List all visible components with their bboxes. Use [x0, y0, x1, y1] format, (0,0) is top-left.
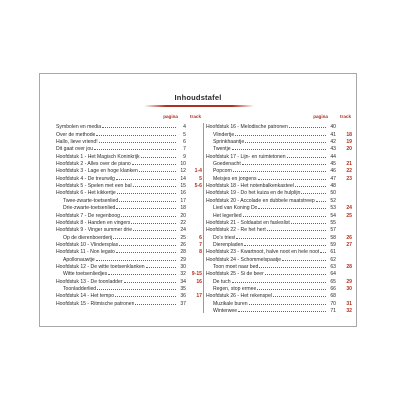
dot-leader	[235, 130, 326, 135]
entry-title: Op de dierenboerderij	[63, 234, 113, 241]
toc-entry[interactable]	[56, 167, 202, 174]
toc-list-left	[56, 123, 202, 307]
dot-leader	[249, 299, 326, 304]
dot-leader	[133, 182, 176, 187]
page-number: 37	[180, 300, 186, 307]
page-number: 62	[330, 256, 336, 263]
entry-title: Hoofdstuk 23 - Kwartnoot, halve noot en hele noot	[206, 249, 320, 256]
page-number: 44	[330, 153, 336, 160]
toc-entry[interactable]	[206, 218, 352, 225]
track-number: 24	[346, 205, 352, 212]
dot-leader	[282, 255, 326, 260]
entry-title: Drie-zwarte-toetsenlied	[63, 205, 116, 212]
toc-entry[interactable]	[56, 292, 202, 299]
dot-leader	[141, 152, 176, 157]
track-number: 18	[346, 131, 352, 138]
toc-entry[interactable]	[206, 145, 352, 152]
toc-entry[interactable]	[206, 138, 352, 145]
column-divider	[203, 123, 204, 313]
track-number: 28	[346, 263, 352, 270]
page-number: 16	[180, 190, 186, 197]
track-number: 22	[346, 168, 352, 175]
track-number: 16	[196, 278, 202, 285]
track-number: 1-4	[194, 168, 202, 175]
title-underline	[144, 105, 254, 107]
page-number: 26	[180, 241, 186, 248]
entry-title: Hoofdstuk 20 - Accolade en dubbele maatstreep	[206, 197, 315, 204]
toc-entry[interactable]	[56, 248, 202, 255]
dot-leader	[238, 307, 326, 312]
page-number: 59	[330, 241, 336, 248]
toc-entry[interactable]	[56, 270, 202, 277]
dot-leader	[257, 285, 326, 290]
page-number: 61	[330, 249, 336, 256]
entry-title: Hoofdstuk 1 - Het Magisch Koninkrijk	[56, 153, 140, 160]
entry-title: De tuch	[213, 278, 231, 285]
dot-leader	[258, 204, 326, 209]
entry-title: Hoofdstuk 18 - Het notenbalkenkasteel	[206, 183, 294, 190]
entry-title: Hoofdstuk 12 - De witte toetsenklanken	[56, 263, 145, 270]
dot-leader	[265, 270, 326, 275]
page-number: 36	[180, 293, 186, 300]
dot-leader	[97, 285, 176, 290]
entry-title: Hoofdstuk 17 - Lijn- en ruimtetonen	[206, 153, 286, 160]
entry-title: Witte toetsenliedjes	[63, 271, 108, 278]
page-number: 41	[330, 131, 336, 138]
toc-entry[interactable]	[56, 285, 202, 292]
page-number: 42	[330, 139, 336, 146]
dot-leader	[96, 255, 176, 260]
track-number: 25	[346, 212, 352, 219]
page-number: 24	[180, 227, 186, 234]
page-number: 15	[180, 183, 186, 190]
entry-title: Twee-zwarte-toetsenlied	[63, 197, 119, 204]
toc-entry[interactable]	[206, 189, 352, 196]
toc-entry[interactable]	[56, 130, 202, 137]
dot-leader	[117, 189, 176, 194]
track-number: 29	[346, 278, 352, 285]
page-number: 58	[330, 234, 336, 241]
page-number: 22	[180, 219, 186, 226]
dot-leader	[301, 189, 326, 194]
entry-title: Winterwee	[213, 307, 238, 314]
toc-entry[interactable]	[56, 263, 202, 270]
dot-leader	[116, 204, 176, 209]
dot-leader	[232, 277, 326, 282]
page-number: 64	[330, 271, 336, 278]
entry-title: Hoofdstuk 24 - Schommelspaatje	[206, 256, 282, 263]
entry-title: Toon moet naar bed	[213, 263, 259, 270]
track-number: 7	[199, 241, 202, 248]
entry-title: Hoofdstuk 14 - Het tempo	[56, 293, 115, 300]
toc-column-left	[56, 114, 202, 307]
dot-leader	[115, 292, 176, 297]
entry-title: Hoofdstuk 16 - Melodische patronen	[206, 124, 288, 131]
toc-entry[interactable]	[206, 255, 352, 262]
header-track: track	[190, 114, 201, 119]
toc-entry[interactable]	[56, 123, 202, 130]
dot-leader	[291, 218, 326, 223]
dot-leader	[267, 226, 326, 231]
dot-leader	[133, 226, 176, 231]
toc-entry[interactable]	[206, 160, 352, 167]
dot-leader	[139, 167, 176, 172]
dot-leader	[244, 241, 326, 246]
page-number: 34	[180, 278, 186, 285]
toc-entry[interactable]	[56, 196, 202, 203]
entry-title: Sprinkhaantje	[213, 139, 245, 146]
entry-title: Over de methode	[56, 131, 96, 138]
dot-leader	[121, 211, 176, 216]
page-number: 66	[330, 285, 336, 292]
dot-leader	[99, 138, 176, 143]
entry-title: Popcorn	[213, 168, 232, 175]
track-number: 17	[196, 293, 202, 300]
entry-title: Muzikale buren	[213, 300, 248, 307]
page-number: 17	[180, 197, 186, 204]
dot-leader	[243, 211, 326, 216]
page-number: 29	[180, 256, 186, 263]
dot-leader	[289, 123, 326, 128]
toc-entry[interactable]	[206, 270, 352, 277]
toc-entry[interactable]	[56, 255, 202, 262]
dot-leader	[273, 292, 326, 297]
dot-leader	[242, 160, 326, 165]
toc-entry[interactable]	[206, 307, 352, 314]
toc-entry[interactable]	[56, 241, 202, 248]
page-number: 68	[330, 293, 336, 300]
track-number: 19	[346, 139, 352, 146]
toc-entry[interactable]	[206, 285, 352, 292]
toc-entry[interactable]	[56, 226, 202, 233]
page-number: 43	[330, 146, 336, 153]
track-number: 21	[346, 161, 352, 168]
dot-leader	[108, 270, 176, 275]
entry-title: Hoofdstuk 25 - Si de beer	[206, 271, 264, 278]
page-number: 12	[180, 168, 186, 175]
entry-title: Dit gaat over jou	[56, 146, 94, 153]
entry-title: Hoofdstuk 3 - Lage en hoge klanken	[56, 168, 138, 175]
toc-entry[interactable]	[206, 292, 352, 299]
entry-title: Hallo, lieve vriend!	[56, 139, 98, 146]
toc-entry[interactable]	[56, 174, 202, 181]
page-number: 52	[330, 197, 336, 204]
page-number: 32	[180, 271, 186, 278]
toc-entry[interactable]	[206, 277, 352, 284]
track-number: 20	[346, 146, 352, 153]
page-number: 9	[183, 153, 186, 160]
page-number: 14	[180, 175, 186, 182]
entry-title: Hoofdstuk 2 - Alles over de piano	[56, 161, 131, 168]
track-number: 5	[199, 175, 202, 182]
toc-entry[interactable]	[206, 174, 352, 181]
toc-entry[interactable]	[56, 277, 202, 284]
dot-leader	[146, 263, 176, 268]
toc-entry[interactable]	[206, 211, 352, 218]
toc-entry[interactable]	[206, 152, 352, 159]
toc-entry[interactable]	[56, 218, 202, 225]
entry-title: Symbolen en media	[56, 124, 102, 131]
toc-entry[interactable]	[206, 130, 352, 137]
dot-leader	[96, 130, 176, 135]
toc-entry[interactable]	[206, 233, 352, 240]
page-number: 6	[183, 139, 186, 146]
toc-entry[interactable]	[56, 138, 202, 145]
page-number: 63	[330, 263, 336, 270]
entry-title: Lied van Koning Do	[213, 205, 258, 212]
entry-title: Hoofdstuk 26 - Het rekenspel	[206, 293, 272, 300]
page-number: 20	[180, 212, 186, 219]
dot-leader	[232, 145, 326, 150]
page-number: 4	[183, 124, 186, 131]
entry-title: Meisjes en jongens	[213, 175, 257, 182]
dot-leader	[132, 160, 176, 165]
column-header-right	[206, 114, 352, 123]
toc-entry[interactable]	[206, 226, 352, 233]
entry-title: Do's triest	[213, 234, 236, 241]
toc-entry[interactable]	[56, 204, 202, 211]
page-number: 57	[330, 227, 336, 234]
page-number: 65	[330, 278, 336, 285]
entry-title: Hoofdstuk 6 - Het kikkertje	[56, 190, 116, 197]
page-number: 47	[330, 175, 336, 182]
dot-leader	[233, 167, 326, 172]
entry-title: Goedenacht	[213, 161, 241, 168]
dot-leader	[320, 248, 326, 253]
entry-title: Hoofdstuk 21 - Soldaatst en fasleslist	[206, 219, 290, 226]
entry-title: Het legerlied	[213, 212, 242, 219]
dot-leader	[94, 145, 176, 150]
track-number: 9-15	[191, 271, 202, 278]
track-number: 30	[346, 285, 352, 292]
toc-entry[interactable]	[206, 248, 352, 255]
track-number: 8	[199, 249, 202, 256]
page-number: 53	[330, 205, 336, 212]
page-number: 7	[183, 146, 186, 153]
entry-title: Hoofdstuk 13 - De toonladder	[56, 278, 123, 285]
header-track: track	[340, 114, 351, 119]
page-number: 48	[330, 183, 336, 190]
toc-entry[interactable]	[206, 299, 352, 306]
track-number: 23	[346, 175, 352, 182]
dot-leader	[124, 277, 176, 282]
toc-entry[interactable]	[206, 241, 352, 248]
entry-title: Toonladderlied	[63, 285, 97, 292]
toc-entry[interactable]	[56, 145, 202, 152]
header-pagina: pagina	[313, 114, 328, 119]
table-of-contents-page	[39, 73, 357, 327]
toc-entry[interactable]	[56, 182, 202, 189]
dot-leader	[259, 263, 326, 268]
toc-entry[interactable]	[206, 204, 352, 211]
toc-entry[interactable]	[56, 211, 202, 218]
page-number: 18	[180, 205, 186, 212]
page-number: 28	[180, 249, 186, 256]
track-number: 26	[346, 234, 352, 241]
dot-leader	[236, 233, 326, 238]
entry-title: Hoofdstuk 15 - Ritmische patronen	[56, 300, 135, 307]
entry-title: Vlindertje	[213, 131, 235, 138]
track-number: 27	[346, 241, 352, 248]
toc-list-right	[206, 123, 352, 314]
page-number: 71	[330, 307, 336, 314]
toc-entry[interactable]	[56, 189, 202, 196]
entry-title: Twentje	[213, 146, 231, 153]
page-number: 45	[330, 161, 336, 168]
toc-entry[interactable]	[56, 152, 202, 159]
entry-title: Regen, stop ermee	[213, 285, 257, 292]
page-number: 46	[330, 168, 336, 175]
toc-entry[interactable]	[206, 196, 352, 203]
dot-leader	[295, 182, 326, 187]
dot-leader	[135, 299, 176, 304]
dot-leader	[119, 196, 176, 201]
dot-leader	[316, 196, 326, 201]
entry-title: Dierenpladen	[213, 241, 244, 248]
page-number: 40	[330, 124, 336, 131]
track-number: 6	[199, 234, 202, 241]
entry-title: Hoofdstuk 11 - Non legato	[56, 249, 115, 256]
entry-title: Hoofdstuk 19 - Do het kuiza en de hulplijn	[206, 190, 301, 197]
dot-leader	[113, 233, 176, 238]
dot-leader	[116, 248, 176, 253]
entry-title: Hoofdstuk 7 - De regenboog	[56, 212, 120, 219]
page-number: 35	[180, 285, 186, 292]
dot-leader	[119, 241, 176, 246]
page-number: 30	[180, 263, 186, 270]
entry-title: Apollonauwtje	[63, 256, 95, 263]
page-number: 70	[330, 300, 336, 307]
header-pagina: pagina	[163, 114, 178, 119]
entry-title: Hoofdstuk 10 - Vlindersplas	[56, 241, 119, 248]
page-number: 10	[180, 161, 186, 168]
page-number: 55	[330, 219, 336, 226]
toc-entry[interactable]	[206, 167, 352, 174]
entry-title: Hoofdstuk 22 - Re het hert	[206, 227, 266, 234]
dot-leader	[131, 218, 176, 223]
page-number: 54	[330, 212, 336, 219]
track-number: 32	[346, 307, 352, 314]
toc-entry[interactable]	[56, 299, 202, 306]
toc-column-right	[206, 114, 352, 314]
dot-leader	[287, 152, 326, 157]
entry-title: Hoofdstuk 4 - De treurwilg	[56, 175, 115, 182]
toc-entry[interactable]	[206, 182, 352, 189]
track-number: 5-6	[194, 183, 202, 190]
entry-title: Hoofdstuk 8 - Handen en vingers	[56, 219, 131, 226]
toc-entry[interactable]	[206, 263, 352, 270]
entry-title: Hoofdstuk 9 - Vinger summer drie	[56, 227, 133, 234]
dot-leader	[245, 138, 326, 143]
page-number: 50	[330, 190, 336, 197]
page-number: 5	[183, 131, 186, 138]
column-header-left	[56, 114, 202, 123]
dot-leader	[102, 123, 176, 128]
entry-title: Hoofdstuk 5 - Spelen met een bal	[56, 183, 132, 190]
toc-entry[interactable]	[56, 160, 202, 167]
track-number: 31	[346, 300, 352, 307]
dot-leader	[116, 174, 176, 179]
dot-leader	[258, 174, 326, 179]
page-title: Inhoudstafel	[174, 93, 222, 102]
page-number: 25	[180, 234, 186, 241]
toc-entry[interactable]	[206, 123, 352, 130]
toc-entry[interactable]	[56, 233, 202, 240]
